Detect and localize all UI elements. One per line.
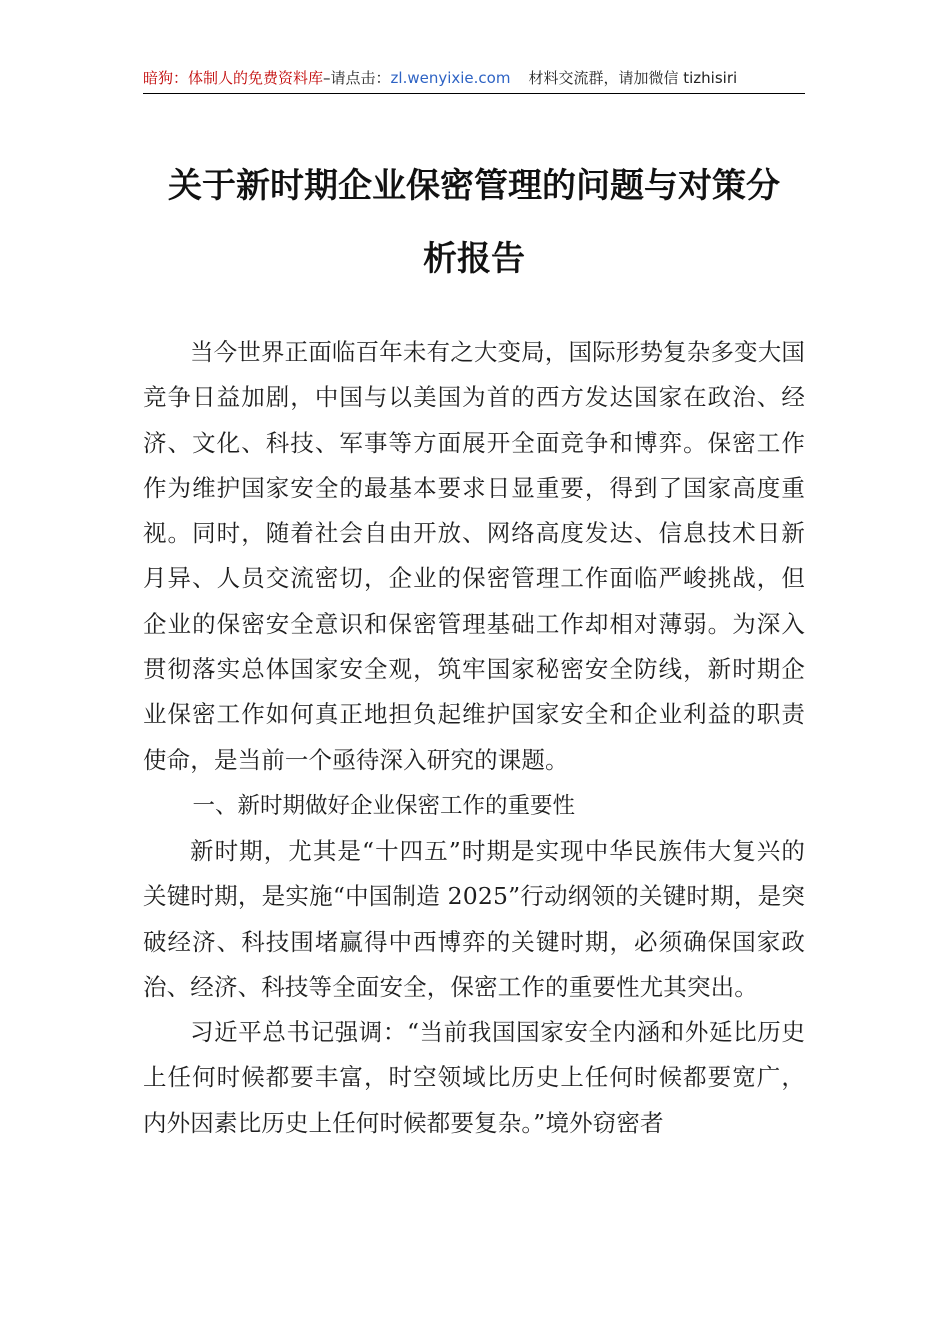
title-line-2: 析报告 <box>423 239 525 279</box>
link-prompt: –请点击： <box>323 69 391 87</box>
section-paragraph: 习近平总书记强调：“当前我国国家安全内涵和外延比历史上任何时候都要丰富，时空领域比历史上任何时候都要宽广，内外因素比历史上任何时候都要复杂。”境外窃密者 <box>143 1018 805 1137</box>
document-body <box>143 330 805 1146</box>
document-title <box>143 150 805 296</box>
contact-info: 材料交流群，请加微信 tizhisiri <box>528 69 738 87</box>
intro-paragraph: 当今世界正面临百年未有之大变局，国际形势复杂多变大国竞争日益加剧，中国与以美国为首的西方发达国家在政治、经济、文化、科技、军事等方面展开全面竞争和博弈。保密工作作为维护国家安全的最基本要求日显重要，得到了国家高度重视。同时，随着社会自由开放、网络高度发达、信息技术日新月异、人员交流密切，企业的保密管理工作面临严峻挑战，但企业的保密安全意识和保密管理基础工作却相对薄弱。为深入贯彻落实总体国家安全观，筑牢国家秘密安全防线，新时期企业保密工作如何真正地担负起维护国家安全和企业利益的职责使命，是当前一个亟待深入研究的课题。 <box>143 338 805 774</box>
header-banner <box>143 64 805 92</box>
section-paragraph: 新时期，尤其是“十四五”时期是实现中华民族伟大复兴的关键时期，是实施“中国制造 2025”行动纲领的关键时期，是突破经济、科技围堵赢得中西博弈的关键时期，必须确保国家政治、经济、科技等全面安全，保密工作的重要性尤其突出。 <box>143 836 805 1001</box>
site-name: 暗狗：体制人的免费资料库 <box>143 69 324 87</box>
section-heading: 一、新时期做好企业保密工作的重要性 <box>192 792 576 819</box>
title-line-1: 关于新时期企业保密管理的问题与对策分 <box>168 166 780 206</box>
site-link[interactable]: zl.wenyixie.com <box>390 69 511 87</box>
header-divider <box>143 93 805 94</box>
